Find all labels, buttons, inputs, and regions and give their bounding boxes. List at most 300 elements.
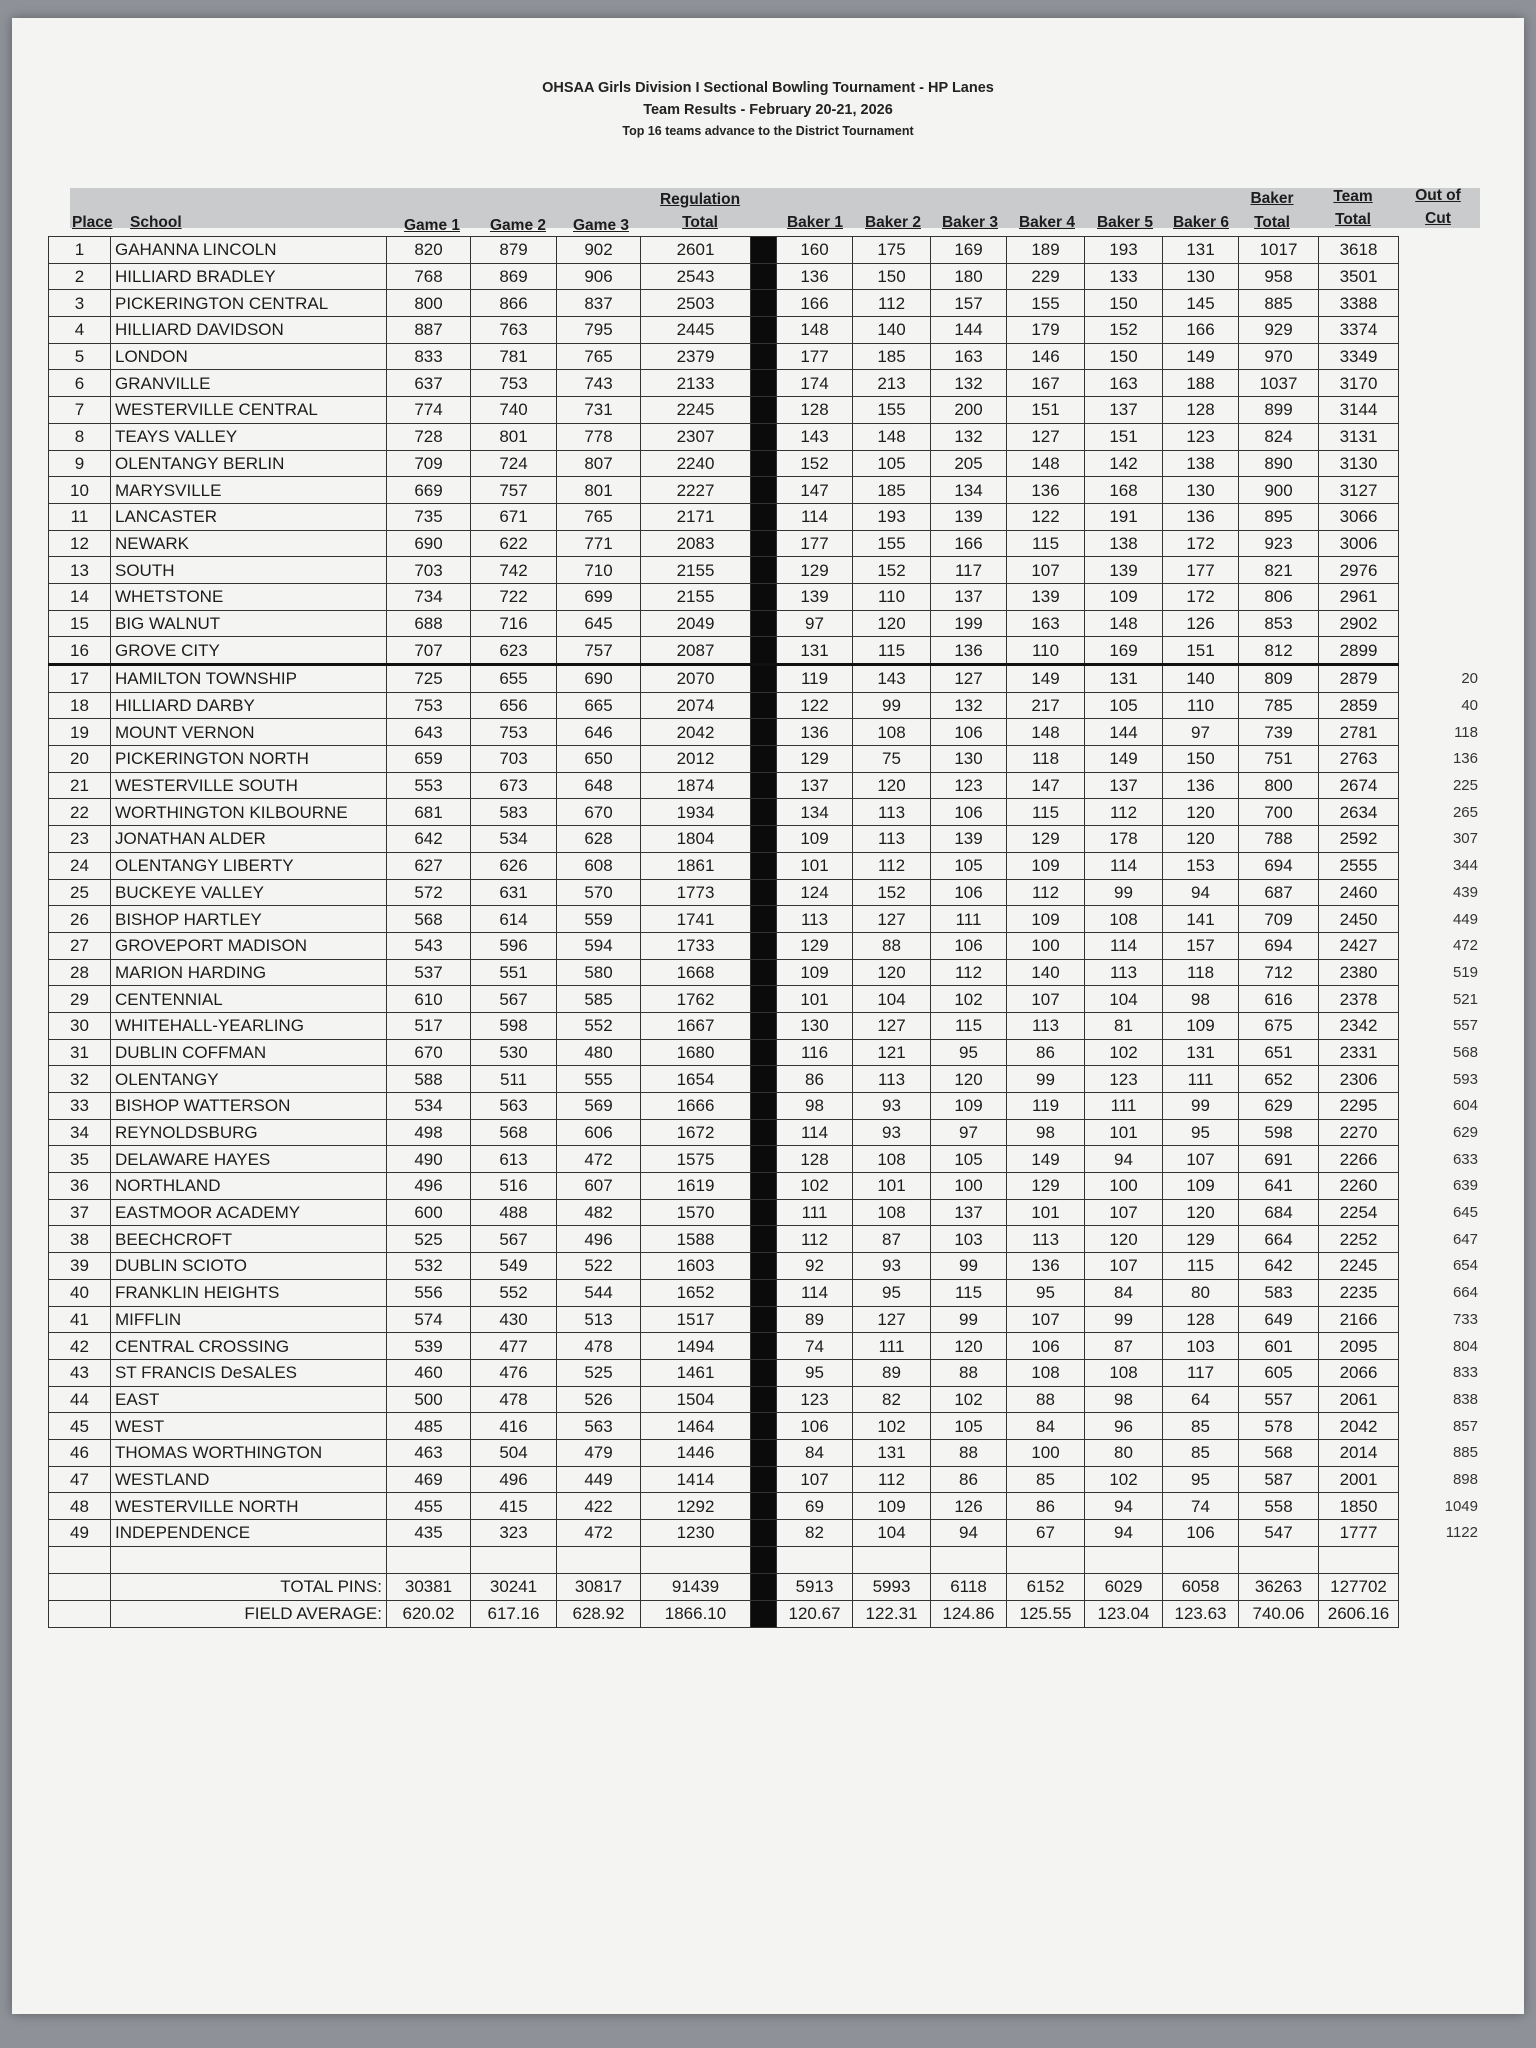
header-regulation-total: Total bbox=[682, 214, 718, 231]
header-out-of-cut: Out of bbox=[1415, 187, 1461, 204]
baker5-cell: 107 bbox=[1085, 1199, 1163, 1226]
baker2-cell: 113 bbox=[853, 799, 931, 826]
game2-cell: 416 bbox=[471, 1413, 557, 1440]
game2-cell: 757 bbox=[471, 477, 557, 504]
out-of-cut-cell: 833 bbox=[1452, 1364, 1478, 1382]
baker1-cell: 109 bbox=[777, 959, 853, 986]
baker-total-cell: 739 bbox=[1239, 719, 1319, 746]
team-total-cell: 1777 bbox=[1319, 1520, 1399, 1547]
baker1-cell: 137 bbox=[777, 772, 853, 799]
baker5-cell: 112 bbox=[1085, 799, 1163, 826]
baker4-cell: 106 bbox=[1007, 1333, 1085, 1360]
baker4-cell: 113 bbox=[1007, 1226, 1085, 1253]
baker5-cell: 191 bbox=[1085, 503, 1163, 530]
game3-cell: 522 bbox=[557, 1253, 641, 1280]
empty-cell bbox=[557, 1546, 641, 1573]
out-of-cut-cell: 885 bbox=[1452, 1444, 1478, 1462]
divider-bar bbox=[751, 477, 777, 504]
school-cell: SOUTH bbox=[111, 557, 387, 584]
baker5-cell: 150 bbox=[1085, 343, 1163, 370]
baker6-cell: 128 bbox=[1163, 397, 1239, 424]
baker4-cell: 140 bbox=[1007, 959, 1085, 986]
baker3-cell: 137 bbox=[931, 583, 1007, 610]
baker1-cell: 92 bbox=[777, 1253, 853, 1280]
table-row bbox=[49, 1146, 1479, 1173]
table-row bbox=[49, 423, 1479, 450]
game2-cell: 567 bbox=[471, 1226, 557, 1253]
school-cell: MIFFLIN bbox=[111, 1306, 387, 1333]
school-cell: DUBLIN SCIOTO bbox=[111, 1253, 387, 1280]
baker2-cell: 115 bbox=[853, 637, 931, 665]
out-of-cut-cell: 838 bbox=[1452, 1390, 1478, 1408]
school-cell: HAMILTON TOWNSHIP bbox=[111, 665, 387, 693]
out-of-cut-cell bbox=[1399, 637, 1479, 665]
regulation-total-cell: 1570 bbox=[641, 1199, 751, 1226]
team-total-cell: 2592 bbox=[1319, 826, 1399, 853]
baker5-cell: 94 bbox=[1085, 1520, 1163, 1547]
out-of-cut-cell: 639 bbox=[1452, 1177, 1478, 1195]
baker6-cell: 117 bbox=[1163, 1359, 1239, 1386]
team-total-cell: 2245 bbox=[1319, 1253, 1399, 1280]
field-average-row-value: 123.04 bbox=[1085, 1600, 1163, 1627]
baker-total-cell: 547 bbox=[1239, 1520, 1319, 1547]
place-cell: 3 bbox=[49, 290, 111, 317]
regulation-total-cell: 1804 bbox=[641, 826, 751, 853]
baker2-cell: 131 bbox=[853, 1439, 931, 1466]
baker5-cell: 80 bbox=[1085, 1439, 1163, 1466]
baker-total-cell: 687 bbox=[1239, 879, 1319, 906]
baker-total-cell: 568 bbox=[1239, 1439, 1319, 1466]
baker1-cell: 89 bbox=[777, 1306, 853, 1333]
baker-total-cell: 958 bbox=[1239, 263, 1319, 290]
game2-cell: 716 bbox=[471, 610, 557, 637]
baker1-cell: 102 bbox=[777, 1173, 853, 1200]
baker6-cell: 145 bbox=[1163, 290, 1239, 317]
header-baker6: Baker 6 bbox=[1172, 214, 1229, 231]
field-average-row-value: 628.92 bbox=[557, 1600, 641, 1627]
regulation-total-cell: 1517 bbox=[641, 1306, 751, 1333]
place-cell: 48 bbox=[49, 1493, 111, 1520]
regulation-total-cell: 1575 bbox=[641, 1146, 751, 1173]
divider-bar bbox=[751, 1306, 777, 1333]
baker6-cell: 120 bbox=[1163, 1199, 1239, 1226]
team-total-cell: 2306 bbox=[1319, 1066, 1399, 1093]
baker2-cell: 102 bbox=[853, 1413, 931, 1440]
baker3-cell: 132 bbox=[931, 370, 1007, 397]
baker6-cell: 138 bbox=[1163, 450, 1239, 477]
regulation-total-cell: 2601 bbox=[641, 237, 751, 264]
baker6-cell: 97 bbox=[1163, 719, 1239, 746]
regulation-total-cell: 1741 bbox=[641, 906, 751, 933]
baker4-cell: 100 bbox=[1007, 1439, 1085, 1466]
school-cell: BISHOP HARTLEY bbox=[111, 906, 387, 933]
baker3-cell: 123 bbox=[931, 772, 1007, 799]
place-cell: 8 bbox=[49, 423, 111, 450]
place-cell: 44 bbox=[49, 1386, 111, 1413]
out-of-cut-cell bbox=[1399, 397, 1479, 424]
baker4-cell: 163 bbox=[1007, 610, 1085, 637]
school-cell: BUCKEYE VALLEY bbox=[111, 879, 387, 906]
out-of-cut-cell: 449 bbox=[1452, 910, 1478, 928]
out-of-cut-cell: 633 bbox=[1452, 1150, 1478, 1168]
empty-cell bbox=[853, 1546, 931, 1573]
baker-total-cell: 583 bbox=[1239, 1279, 1319, 1306]
baker4-cell: 179 bbox=[1007, 317, 1085, 344]
team-total-cell: 2235 bbox=[1319, 1279, 1399, 1306]
divider-bar bbox=[751, 1359, 777, 1386]
divider-bar bbox=[751, 1520, 777, 1547]
table-row bbox=[49, 1466, 1479, 1493]
baker6-cell: 140 bbox=[1163, 665, 1239, 693]
school-cell: WORTHINGTON KILBOURNE bbox=[111, 799, 387, 826]
divider-bar bbox=[751, 665, 777, 693]
game3-cell: 645 bbox=[557, 610, 641, 637]
baker-total-cell: 605 bbox=[1239, 1359, 1319, 1386]
place-cell: 9 bbox=[49, 450, 111, 477]
baker1-cell: 131 bbox=[777, 637, 853, 665]
baker2-cell: 87 bbox=[853, 1226, 931, 1253]
game1-cell: 534 bbox=[387, 1093, 471, 1120]
game1-cell: 703 bbox=[387, 557, 471, 584]
total-pins-row bbox=[49, 1573, 1479, 1600]
regulation-total-cell: 1654 bbox=[641, 1066, 751, 1093]
regulation-total-cell: 1461 bbox=[641, 1359, 751, 1386]
baker1-cell: 106 bbox=[777, 1413, 853, 1440]
table-row bbox=[49, 1039, 1479, 1066]
empty-cell bbox=[641, 1546, 751, 1573]
place-cell: 23 bbox=[49, 826, 111, 853]
baker6-cell: 103 bbox=[1163, 1333, 1239, 1360]
divider-bar bbox=[751, 290, 777, 317]
baker-total-cell: 900 bbox=[1239, 477, 1319, 504]
baker2-cell: 120 bbox=[853, 959, 931, 986]
place-cell: 43 bbox=[49, 1359, 111, 1386]
school-cell: INDEPENDENCE bbox=[111, 1520, 387, 1547]
baker6-cell: 98 bbox=[1163, 986, 1239, 1013]
header-place: Place bbox=[72, 214, 113, 231]
baker1-cell: 123 bbox=[777, 1386, 853, 1413]
game1-cell: 670 bbox=[387, 1039, 471, 1066]
baker2-cell: 185 bbox=[853, 343, 931, 370]
team-total-cell: 3006 bbox=[1319, 530, 1399, 557]
place-cell: 12 bbox=[49, 530, 111, 557]
game1-cell: 455 bbox=[387, 1493, 471, 1520]
game2-cell: 504 bbox=[471, 1439, 557, 1466]
baker1-cell: 143 bbox=[777, 423, 853, 450]
regulation-total-cell: 2012 bbox=[641, 746, 751, 773]
regulation-total-cell: 2445 bbox=[641, 317, 751, 344]
baker-total-cell: 824 bbox=[1239, 423, 1319, 450]
baker-total-cell: 895 bbox=[1239, 503, 1319, 530]
game3-cell: 608 bbox=[557, 852, 641, 879]
baker6-cell: 150 bbox=[1163, 746, 1239, 773]
baker1-cell: 160 bbox=[777, 237, 853, 264]
regulation-total-cell: 1762 bbox=[641, 986, 751, 1013]
divider-bar bbox=[751, 986, 777, 1013]
header-baker5: Baker 5 bbox=[1096, 214, 1153, 231]
game2-cell: 567 bbox=[471, 986, 557, 1013]
place-cell: 1 bbox=[49, 237, 111, 264]
table-row bbox=[49, 692, 1479, 719]
game3-cell: 650 bbox=[557, 746, 641, 773]
baker6-cell: 151 bbox=[1163, 637, 1239, 665]
baker4-cell: 88 bbox=[1007, 1386, 1085, 1413]
baker4-cell: 148 bbox=[1007, 719, 1085, 746]
baker4-cell: 147 bbox=[1007, 772, 1085, 799]
team-total-cell: 3618 bbox=[1319, 237, 1399, 264]
team-total-cell: 2961 bbox=[1319, 583, 1399, 610]
place-cell: 6 bbox=[49, 370, 111, 397]
out-of-cut-cell: 40 bbox=[1461, 697, 1478, 715]
game1-cell: 517 bbox=[387, 1012, 471, 1039]
game2-cell: 781 bbox=[471, 343, 557, 370]
table-row bbox=[49, 746, 1479, 773]
game1-cell: 669 bbox=[387, 477, 471, 504]
regulation-total-cell: 2074 bbox=[641, 692, 751, 719]
baker6-cell: 120 bbox=[1163, 826, 1239, 853]
baker1-cell: 101 bbox=[777, 852, 853, 879]
out-of-cut-cell: 307 bbox=[1452, 830, 1478, 848]
regulation-total-cell: 1667 bbox=[641, 1012, 751, 1039]
team-total-cell: 2634 bbox=[1319, 799, 1399, 826]
divider-bar bbox=[751, 1253, 777, 1280]
baker-total-cell: 616 bbox=[1239, 986, 1319, 1013]
field-average-row-value: 123.63 bbox=[1163, 1600, 1239, 1627]
baker5-cell: 94 bbox=[1085, 1493, 1163, 1520]
baker4-cell: 86 bbox=[1007, 1039, 1085, 1066]
place-cell: 5 bbox=[49, 343, 111, 370]
divider-bar bbox=[751, 826, 777, 853]
team-total-cell: 2014 bbox=[1319, 1439, 1399, 1466]
game2-cell: 496 bbox=[471, 1466, 557, 1493]
game1-cell: 887 bbox=[387, 317, 471, 344]
game3-cell: 496 bbox=[557, 1226, 641, 1253]
table-row bbox=[49, 826, 1479, 853]
game1-cell: 553 bbox=[387, 772, 471, 799]
baker3-cell: 134 bbox=[931, 477, 1007, 504]
table-row bbox=[49, 879, 1479, 906]
regulation-total-cell: 1619 bbox=[641, 1173, 751, 1200]
game1-cell: 556 bbox=[387, 1279, 471, 1306]
out-of-cut-cell: 265 bbox=[1452, 803, 1478, 821]
baker3-cell: 88 bbox=[931, 1359, 1007, 1386]
team-total-cell: 3130 bbox=[1319, 450, 1399, 477]
school-cell: MARION HARDING bbox=[111, 959, 387, 986]
place-cell: 33 bbox=[49, 1093, 111, 1120]
baker5-cell: 151 bbox=[1085, 423, 1163, 450]
school-cell: NORTHLAND bbox=[111, 1173, 387, 1200]
baker3-cell: 106 bbox=[931, 719, 1007, 746]
divider-bar bbox=[751, 932, 777, 959]
header-baker-total: Baker bbox=[1250, 190, 1294, 207]
baker6-cell: 110 bbox=[1163, 692, 1239, 719]
baker5-cell: 168 bbox=[1085, 477, 1163, 504]
place-cell: 7 bbox=[49, 397, 111, 424]
baker5-cell: 87 bbox=[1085, 1333, 1163, 1360]
table-row bbox=[49, 317, 1479, 344]
baker3-cell: 106 bbox=[931, 932, 1007, 959]
place-cell: 29 bbox=[49, 986, 111, 1013]
baker5-cell: 108 bbox=[1085, 1359, 1163, 1386]
divider-bar bbox=[751, 1413, 777, 1440]
game3-cell: 795 bbox=[557, 317, 641, 344]
total-pins-row-label: TOTAL PINS: bbox=[111, 1573, 387, 1600]
team-total-cell: 2976 bbox=[1319, 557, 1399, 584]
baker4-cell: 86 bbox=[1007, 1493, 1085, 1520]
baker5-cell: 148 bbox=[1085, 610, 1163, 637]
school-cell: PICKERINGTON CENTRAL bbox=[111, 290, 387, 317]
baker2-cell: 93 bbox=[853, 1093, 931, 1120]
baker2-cell: 120 bbox=[853, 610, 931, 637]
game3-cell: 690 bbox=[557, 665, 641, 693]
table-row bbox=[49, 557, 1479, 584]
school-cell: JONATHAN ALDER bbox=[111, 826, 387, 853]
team-total-cell: 2266 bbox=[1319, 1146, 1399, 1173]
school-cell: TEAYS VALLEY bbox=[111, 423, 387, 450]
divider-bar bbox=[751, 692, 777, 719]
baker6-cell: 109 bbox=[1163, 1173, 1239, 1200]
game1-cell: 498 bbox=[387, 1119, 471, 1146]
baker-total-cell: 806 bbox=[1239, 583, 1319, 610]
table-row bbox=[49, 583, 1479, 610]
divider-bar bbox=[751, 557, 777, 584]
baker6-cell: 136 bbox=[1163, 503, 1239, 530]
table-row bbox=[49, 932, 1479, 959]
game1-cell: 735 bbox=[387, 503, 471, 530]
out-of-cut-cell: 568 bbox=[1452, 1043, 1478, 1061]
regulation-total-cell: 2245 bbox=[641, 397, 751, 424]
regulation-total-cell: 2070 bbox=[641, 665, 751, 693]
baker2-cell: 108 bbox=[853, 1146, 931, 1173]
baker3-cell: 205 bbox=[931, 450, 1007, 477]
table-row bbox=[49, 1439, 1479, 1466]
regulation-total-cell: 1652 bbox=[641, 1279, 751, 1306]
baker1-cell: 130 bbox=[777, 1012, 853, 1039]
baker3-cell: 180 bbox=[931, 263, 1007, 290]
divider-bar bbox=[751, 450, 777, 477]
regulation-total-cell: 1672 bbox=[641, 1119, 751, 1146]
baker3-cell: 157 bbox=[931, 290, 1007, 317]
game3-cell: 665 bbox=[557, 692, 641, 719]
baker5-cell: 114 bbox=[1085, 852, 1163, 879]
baker4-cell: 110 bbox=[1007, 637, 1085, 665]
baker4-cell: 108 bbox=[1007, 1359, 1085, 1386]
table-row bbox=[49, 477, 1479, 504]
team-total-cell: 2378 bbox=[1319, 986, 1399, 1013]
game1-cell: 539 bbox=[387, 1333, 471, 1360]
baker1-cell: 97 bbox=[777, 610, 853, 637]
empty-cell bbox=[471, 1546, 557, 1573]
baker6-cell: 109 bbox=[1163, 1012, 1239, 1039]
regulation-total-cell: 1230 bbox=[641, 1520, 751, 1547]
baker5-cell: 101 bbox=[1085, 1119, 1163, 1146]
game3-cell: 525 bbox=[557, 1359, 641, 1386]
regulation-total-cell: 2133 bbox=[641, 370, 751, 397]
out-of-cut-cell bbox=[1399, 263, 1479, 290]
total-pins-row-value: 127702 bbox=[1319, 1573, 1399, 1600]
divider-bar bbox=[751, 799, 777, 826]
place-cell: 31 bbox=[49, 1039, 111, 1066]
regulation-total-cell: 1934 bbox=[641, 799, 751, 826]
out-of-cut-cell: 20 bbox=[1461, 669, 1478, 687]
baker2-cell: 175 bbox=[853, 237, 931, 264]
baker4-cell: 151 bbox=[1007, 397, 1085, 424]
game2-cell: 623 bbox=[471, 637, 557, 665]
out-of-cut-cell: 804 bbox=[1452, 1337, 1478, 1355]
place-cell: 26 bbox=[49, 906, 111, 933]
baker4-cell: 100 bbox=[1007, 932, 1085, 959]
total-pins-row-value: 5993 bbox=[853, 1573, 931, 1600]
school-cell: GROVE CITY bbox=[111, 637, 387, 665]
baker6-cell: 130 bbox=[1163, 477, 1239, 504]
baker6-cell: 94 bbox=[1163, 879, 1239, 906]
school-cell: MARYSVILLE bbox=[111, 477, 387, 504]
game2-cell: 753 bbox=[471, 719, 557, 746]
baker2-cell: 148 bbox=[853, 423, 931, 450]
baker-total-cell: 558 bbox=[1239, 1493, 1319, 1520]
empty-cell bbox=[931, 1546, 1007, 1573]
baker2-cell: 127 bbox=[853, 1012, 931, 1039]
baker5-cell: 109 bbox=[1085, 583, 1163, 610]
divider-bar bbox=[751, 1439, 777, 1466]
place-cell: 46 bbox=[49, 1439, 111, 1466]
baker4-cell: 85 bbox=[1007, 1466, 1085, 1493]
team-total-cell: 3388 bbox=[1319, 290, 1399, 317]
baker-total-cell: 684 bbox=[1239, 1199, 1319, 1226]
field-average-row-value: 617.16 bbox=[471, 1600, 557, 1627]
out-of-cut-cell: 557 bbox=[1452, 1017, 1478, 1035]
school-cell: CENTRAL CROSSING bbox=[111, 1333, 387, 1360]
baker4-cell: 109 bbox=[1007, 906, 1085, 933]
game2-cell: 631 bbox=[471, 879, 557, 906]
baker4-cell: 101 bbox=[1007, 1199, 1085, 1226]
baker4-cell: 99 bbox=[1007, 1066, 1085, 1093]
baker3-cell: 130 bbox=[931, 746, 1007, 773]
team-total-cell: 2331 bbox=[1319, 1039, 1399, 1066]
regulation-total-cell: 1588 bbox=[641, 1226, 751, 1253]
baker2-cell: 75 bbox=[853, 746, 931, 773]
game3-cell: 648 bbox=[557, 772, 641, 799]
field-average-row-label: FIELD AVERAGE: bbox=[111, 1600, 387, 1627]
regulation-total-cell: 1668 bbox=[641, 959, 751, 986]
baker6-cell: 85 bbox=[1163, 1439, 1239, 1466]
game1-cell: 600 bbox=[387, 1199, 471, 1226]
baker6-cell: 188 bbox=[1163, 370, 1239, 397]
divider-bar bbox=[751, 1119, 777, 1146]
baker5-cell: 108 bbox=[1085, 906, 1163, 933]
out-of-cut-cell: 472 bbox=[1452, 937, 1478, 955]
game1-cell: 532 bbox=[387, 1253, 471, 1280]
school-cell: WESTERVILLE SOUTH bbox=[111, 772, 387, 799]
baker3-cell: 126 bbox=[931, 1493, 1007, 1520]
regulation-total-cell: 2083 bbox=[641, 530, 751, 557]
place-cell: 2 bbox=[49, 263, 111, 290]
baker1-cell: 111 bbox=[777, 1199, 853, 1226]
field-average-row-value: 120.67 bbox=[777, 1600, 853, 1627]
game3-cell: 422 bbox=[557, 1493, 641, 1520]
game3-cell: 837 bbox=[557, 290, 641, 317]
baker1-cell: 177 bbox=[777, 343, 853, 370]
divider-bar bbox=[751, 772, 777, 799]
baker-total-cell: 649 bbox=[1239, 1306, 1319, 1333]
baker3-cell: 115 bbox=[931, 1279, 1007, 1306]
game3-cell: 771 bbox=[557, 530, 641, 557]
baker4-cell: 119 bbox=[1007, 1093, 1085, 1120]
baker6-cell: 64 bbox=[1163, 1386, 1239, 1413]
regulation-total-cell: 1666 bbox=[641, 1093, 751, 1120]
game3-cell: 544 bbox=[557, 1279, 641, 1306]
tournament-title: OHSAA Girls Division I Sectional Bowling Tournament - HP Lanes bbox=[542, 80, 994, 96]
